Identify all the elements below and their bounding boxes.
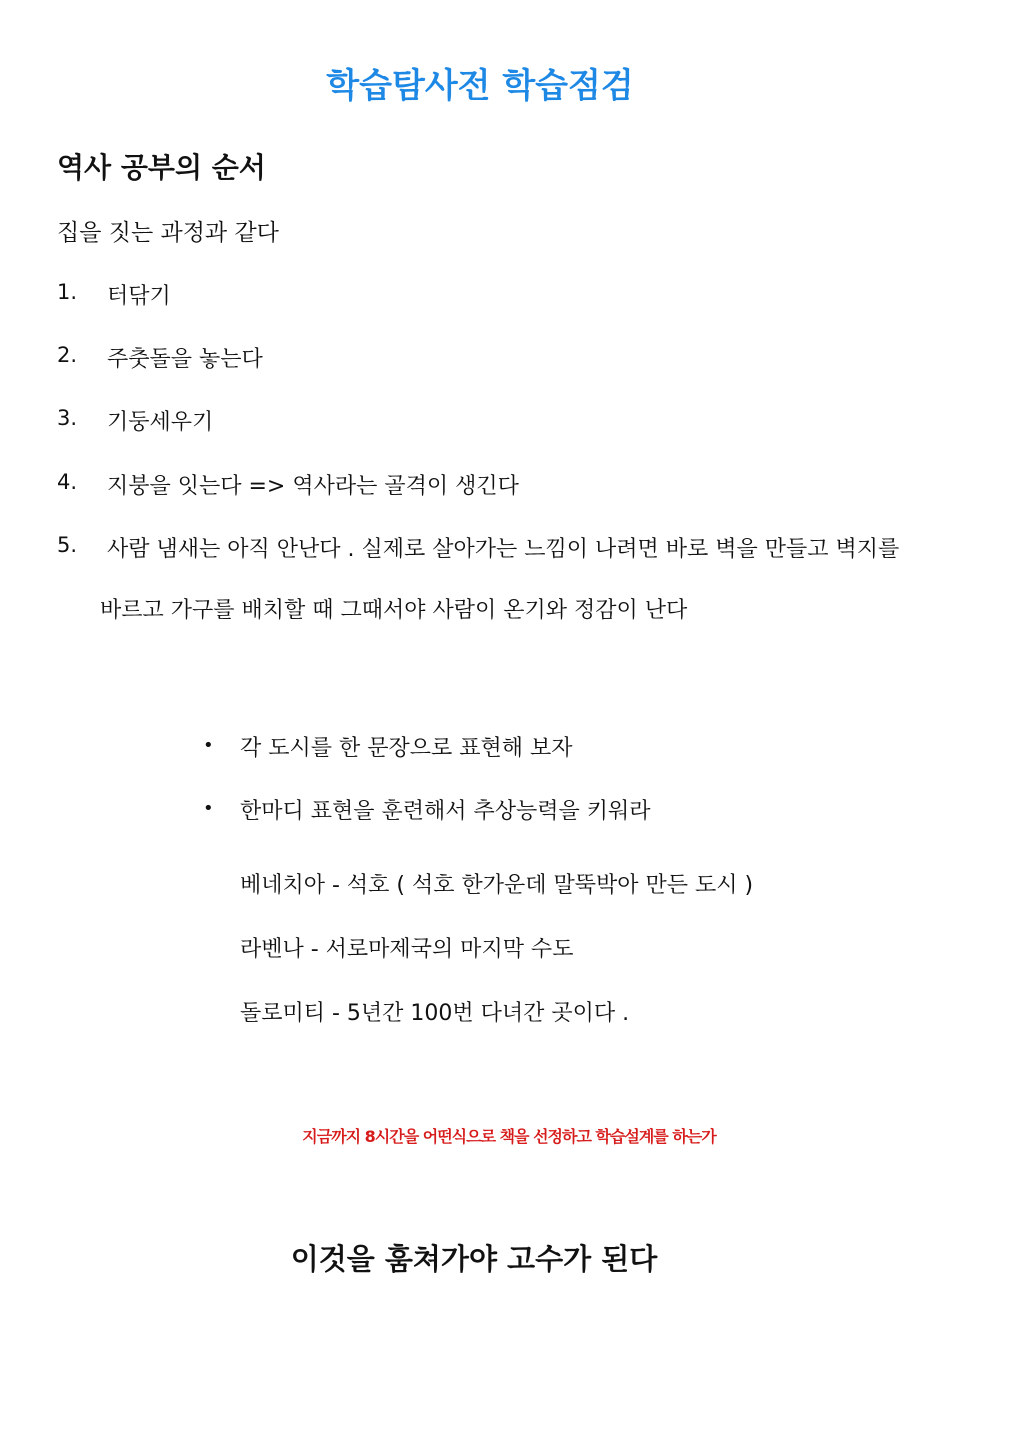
city-description: 돌로미티 - 5년간 100번 다녀간 곳이다 . [240, 1001, 630, 1026]
bullet-icon: • [203, 735, 214, 756]
bullet-item: 각 도시를 한 문장으로 표현해 보자 [240, 736, 573, 761]
highlight-question: 지금까지 8시간을 어떤식으로 책을 선정하고 학습설계를 하는가 [302, 1127, 716, 1146]
step-number: 1. [57, 280, 78, 304]
step-text: 기둥세우기 [107, 410, 214, 435]
step-text: 주춧돌을 놓는다 [107, 347, 263, 372]
city-description: 라벤나 - 서로마제국의 마지막 수도 [240, 937, 574, 962]
step-text: 터닦기 [107, 284, 171, 309]
step-text-continuation: 바르고 가구를 배치할 때 그때서야 사람이 온기와 정감이 난다 [100, 598, 688, 623]
section-subheading: 집을 짓는 과정과 같다 [57, 220, 279, 246]
section-heading: 역사 공부의 순서 [57, 151, 266, 184]
step-number: 2. [57, 343, 78, 367]
step-text: 사람 냄새는 아직 안난다 . 실제로 살아가는 느낌이 나려면 바로 벽을 만들고 벽지를 [107, 537, 900, 562]
closing-statement: 이것을 훔쳐가야 고수가 된다 [290, 1242, 658, 1276]
city-description: 베네치아 - 석호 ( 석호 한가운데 말뚝박아 만든 도시 ) [240, 873, 754, 898]
step-text: 지붕을 잇는다 => 역사라는 골격이 생긴다 [107, 474, 519, 499]
bullet-item: 한마디 표현을 훈련해서 추상능력을 키워라 [240, 799, 651, 824]
step-number: 5. [57, 533, 78, 557]
page-title: 학습탐사전 학습점검 [326, 66, 634, 106]
step-number: 3. [57, 406, 78, 430]
bullet-icon: • [203, 798, 214, 819]
step-number: 4. [57, 470, 78, 494]
